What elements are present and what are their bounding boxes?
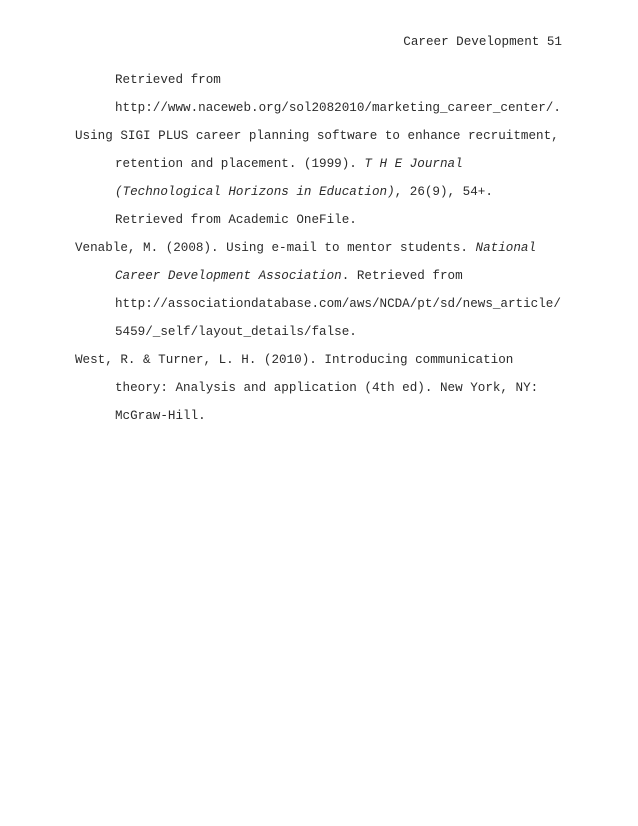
reference-text: West, R. & Turner, L. H. (2010). Introducing communication [75,353,514,367]
reference-text: retention and placement. (1999). [115,157,365,171]
reference-3-url-line-2 [115,325,357,339]
reference-url: http://www.naceweb.org/sol2082010/marketing_career_center/. [115,101,561,115]
reference-text: Using SIGI PLUS career planning software to enhance recruitment, [75,129,559,143]
reference-2-line-2 [115,157,463,171]
reference-text: . Retrieved from [341,269,463,283]
reference-text: Venable, M. (2008). Using e-mail to mentor students. [75,241,476,255]
reference-url: http://associationdatabase.com/aws/NCDA/pt/sd/news_article/ [115,297,561,311]
reference-3-url-line [115,297,561,311]
journal-title: T H E Journal [364,157,463,171]
publisher-title: National [475,241,537,255]
reference-1-continuation-line [115,73,221,87]
reference-text: Retrieved from Academic OneFile. [115,213,357,227]
reference-3-first-line [75,241,536,255]
running-head: Career Development 51 [403,35,562,49]
reference-2-line-4 [115,213,357,227]
reference-3-line-2 [115,269,463,283]
reference-2-first-line [75,129,559,143]
reference-url: 5459/_self/layout_details/false. [115,325,357,339]
reference-text: Retrieved from [115,73,221,87]
reference-4-line-2 [115,381,538,395]
reference-1-url-line [115,101,561,115]
reference-4-line-3 [115,409,206,423]
reference-text: McGraw-Hill. [115,409,206,423]
reference-text: theory: Analysis and application (4th ed). New York, NY: [115,381,539,395]
reference-2-line-3 [115,185,493,199]
journal-title: (Technological Horizons in Education) [115,185,395,199]
reference-4-first-line [75,353,513,367]
publisher-title: Career Development Association [115,269,342,283]
reference-text: , 26(9), 54+. [394,185,493,199]
